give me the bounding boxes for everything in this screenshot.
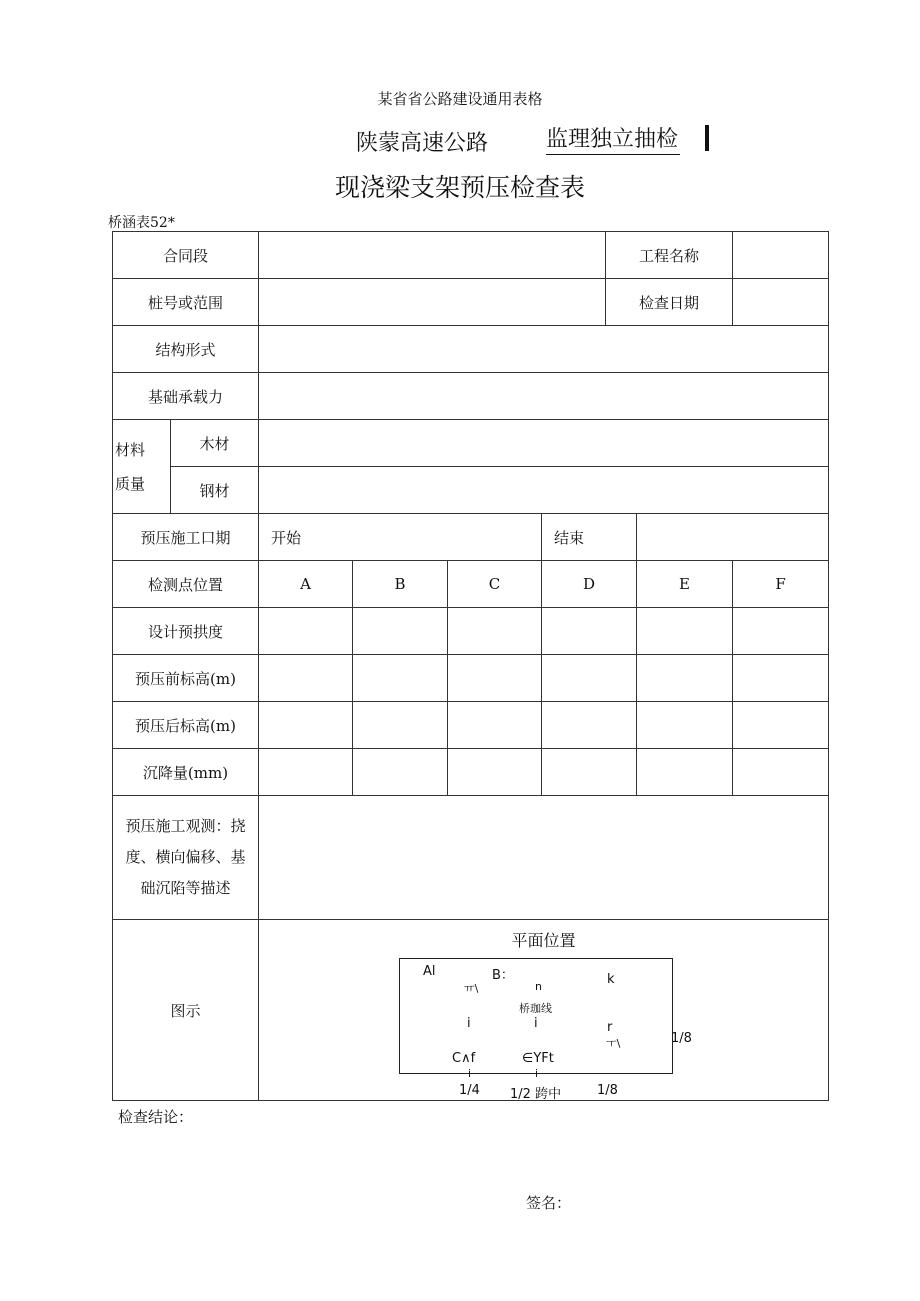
point-c: C [448,561,542,608]
label-check-date: 检查日期 [606,279,733,326]
table-row [113,326,829,373]
table-row [113,232,829,279]
observation-line2: 度、横向偏移、基 [125,848,246,866]
value-start[interactable]: 开始 [259,514,542,561]
value-steel[interactable] [259,467,829,514]
value-station[interactable] [259,279,606,326]
label-t2: ㅜ\ [606,1037,621,1050]
label-yft: ∈YFt [522,1051,554,1066]
value-foundation-capacity[interactable] [259,373,829,420]
value-end[interactable]: 结束 [542,514,637,561]
cell-input[interactable] [448,749,542,796]
label-r: r [607,1020,613,1035]
cell-input[interactable] [259,702,353,749]
label-before-elevation: 预压前标高(m) [113,655,259,702]
heading-bar [705,125,709,151]
label-quarter: 1/4 [459,1083,480,1098]
supervision-heading: 监理独立抽检 [546,126,680,155]
value-observation[interactable] [259,796,829,920]
cell-input[interactable] [733,749,829,796]
label-b: B： [492,968,514,983]
cell-input[interactable] [733,702,829,749]
plan-box [399,958,673,1080]
value-contract-section[interactable] [259,232,606,279]
value-end-blank[interactable] [637,514,829,561]
table-row [113,373,829,420]
label-side-1-8: 1/8 [671,1031,692,1046]
material-quality-line1: 材料 [115,440,146,459]
diagram-cell [259,920,829,1101]
cell-input[interactable] [353,749,448,796]
cell-input[interactable] [448,608,542,655]
form-code: 桥涵表52* [108,215,175,231]
cell-input[interactable] [637,655,733,702]
label-after-elevation: 预压后标高(m) [113,702,259,749]
cell-input[interactable] [637,702,733,749]
table-row [113,561,829,608]
label-project-name: 工程名称 [606,232,733,279]
label-structure-form: 结构形式 [113,326,259,373]
cell-input[interactable] [259,749,353,796]
label-k: k [607,972,615,987]
cell-input[interactable] [353,702,448,749]
label-diagram: 图示 [113,920,259,1101]
inspection-conclusion: 检查结论： [118,1108,194,1126]
cell-input[interactable] [542,655,637,702]
label-n: n [535,980,542,993]
point-d: D [542,561,637,608]
label-material-quality [113,420,171,514]
label-eighth: 1/8 [597,1083,618,1098]
label-i1: i [467,1016,471,1031]
label-i2: i [534,1016,538,1031]
table-row [113,514,829,561]
project-name-heading: 陕蒙高速公路 [356,131,489,156]
value-project-name[interactable] [733,232,829,279]
page-title: 现浇梁支架预压检查表 [334,173,585,202]
cell-input[interactable] [353,608,448,655]
cell-input[interactable] [637,749,733,796]
point-e: E [637,561,733,608]
cell-input[interactable] [542,608,637,655]
label-preload-period: 预压施工口期 [113,514,259,561]
table-row [113,702,829,749]
point-f: F [733,561,829,608]
observation-line1: 预压施工观测：挠 [125,817,246,835]
point-a: A [259,561,353,608]
table-row [113,920,829,1101]
label-t1: ㅠ\ [464,982,479,995]
signature-label: 签名： [526,1194,572,1212]
inspection-table [112,231,829,1101]
cell-input[interactable] [733,608,829,655]
label-contract-section: 合同段 [113,232,259,279]
table-row [113,279,829,326]
table-row [113,796,829,920]
label-settlement: 沉降量(mm) [113,749,259,796]
table-row [113,420,829,467]
label-point-position: 检测点位置 [113,561,259,608]
cell-input[interactable] [637,608,733,655]
form-caption: 某省省公路建设通用表格 [377,90,543,108]
value-structure-form[interactable] [259,326,829,373]
label-steel: 钢材 [171,467,259,514]
plan-title: 平面位置 [511,931,576,950]
label-station: 桩号或范围 [113,279,259,326]
label-c: C∧f [452,1051,476,1066]
label-midspan: 1/2 跨中 [510,1087,562,1102]
label-observation [113,796,259,920]
cell-input[interactable] [448,655,542,702]
label-i4: i [535,1067,539,1080]
cell-input[interactable] [542,702,637,749]
cell-input[interactable] [448,702,542,749]
centerline-label: 桥珈线 [519,1002,553,1015]
table-row [113,749,829,796]
label-design-camber: 设计预拱度 [113,608,259,655]
cell-input[interactable] [733,655,829,702]
point-b: B [353,561,448,608]
observation-line3: 础沉陷等描述 [140,879,231,897]
value-timber[interactable] [259,420,829,467]
label-foundation-capacity: 基础承载力 [113,373,259,420]
value-check-date[interactable] [733,279,829,326]
label-i3: i [468,1067,472,1080]
table-row [113,608,829,655]
cell-input[interactable] [259,608,353,655]
label-timber: 木材 [171,420,259,467]
material-quality-line2: 质量 [115,474,146,493]
table-row [113,467,829,514]
cell-input[interactable] [542,749,637,796]
cell-input[interactable] [353,655,448,702]
label-a: Al [423,964,436,979]
cell-input[interactable] [259,655,353,702]
table-row [113,655,829,702]
